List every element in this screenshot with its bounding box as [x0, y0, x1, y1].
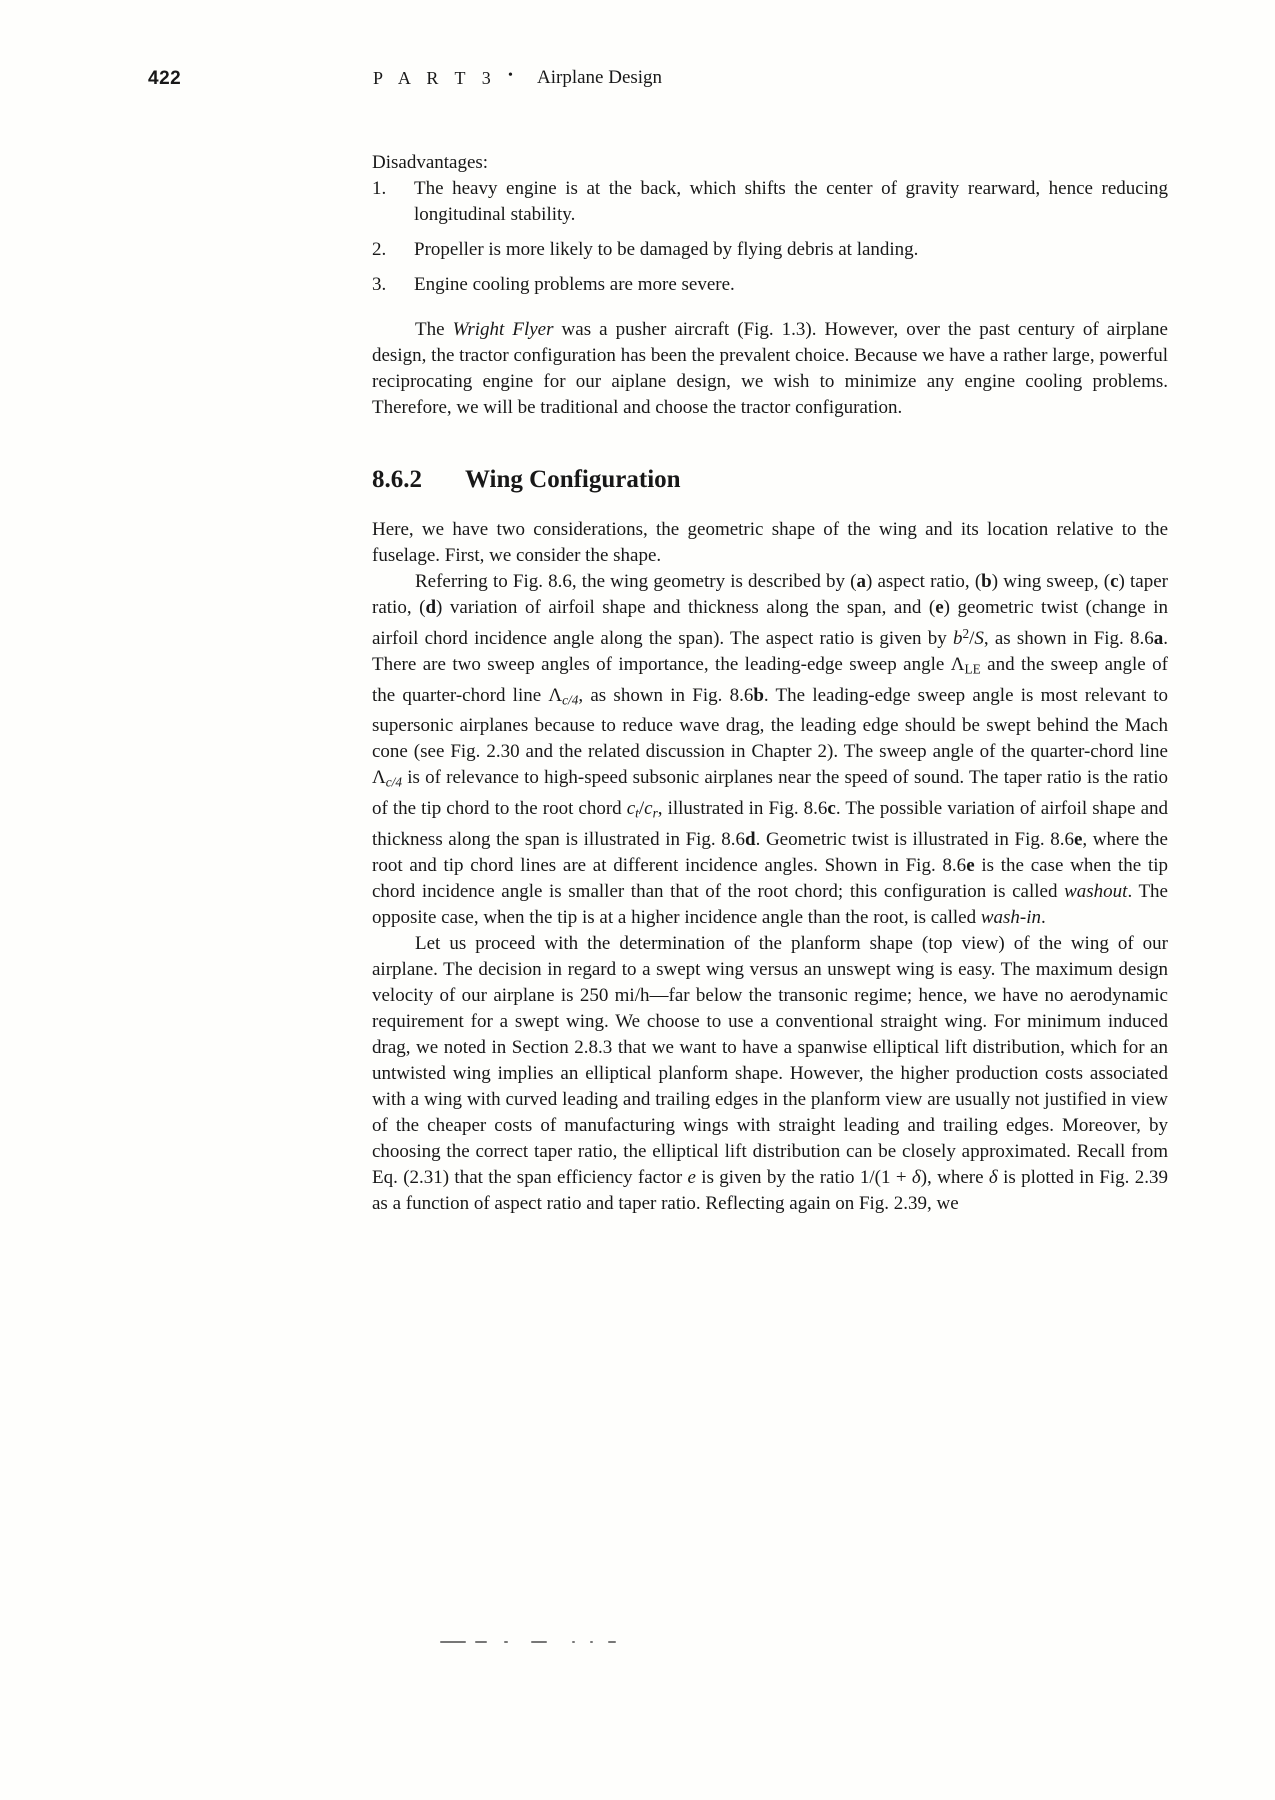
list-item-number: 1.: [372, 178, 387, 199]
list-item-text: Engine cooling problems are more severe.: [414, 274, 735, 295]
main-text-column: [372, 150, 1168, 1217]
section-heading: [372, 465, 1168, 495]
paragraph-considerations: Here, we have two considerations, the geometric shape of the wing and its location relative to the fuselage. First, we consider the shape.: [372, 519, 1168, 566]
header-part-label: P A R T 3: [373, 68, 497, 88]
pencil-mark-artifact: [440, 1640, 616, 1643]
list-item-text: The heavy engine is at the back, which shifts the center of gravity rearward, hence reducing longitudinal stability.: [414, 178, 1168, 225]
header-chapter-title: Airplane Design: [537, 67, 663, 88]
list-item: [372, 237, 1168, 263]
list-item: [372, 176, 1168, 228]
list-item-text: Propeller is more likely to be damaged by flying debris at landing.: [414, 239, 919, 260]
paragraph-wing-geometry: Referring to Fig. 8.6, the wing geometry is described by (a) aspect ratio, (b) wing sweep, (c) taper ratio, (d) variation of airfoil shape and thickness along the span, and (e) geometric twist (change in airfoil chord incidence angle along the span). The aspect ratio is given by $b^2/S$, as shown in Fig. 8.6a. There are two sweep angles of importance, the leading-edge sweep angle ΛLE and the sweep angle of the quarter-chord line Λc/4, as shown in Fig. 8.6b. The leading-edge sweep angle is most relevant to supersonic airplanes because to reduce wave drag, the leading edge should be swept behind the Mach cone (see Fig. 2.30 and the related discussion in Chapter 2). The sweep angle of the quarter-chord line Λc/4 is of relevance to high-speed subsonic airplanes near the speed of sound. The taper ratio is the ratio of the tip chord to the root chord ct/cr, illustrated in Fig. 8.6c. The possible variation of airfoil shape and thickness along the span is illustrated in Fig. 8.6d. Geometric twist is illustrated in Fig. 8.6e, where the root and tip chord lines are at different incidence angles. Shown in Fig. 8.6e is the case when the tip chord incidence angle is smaller than that of the root chord; this configuration is called washout. The opposite case, when the tip is at a higher incidence angle than the root, is called wash-in.: [372, 571, 1169, 928]
disadvantages-list: [372, 176, 1168, 298]
section-number: 8.6.2: [372, 466, 422, 493]
list-item-number: 3.: [372, 274, 387, 295]
paragraph-planform-shape: Let us proceed with the determination of the planform shape (top view) of the wing of our airplane. The decision in regard to a swept wing versus an unswept wing is easy. The maximum design velocity of our airplane is 250 mi/h—far below the transonic regime; hence, we have no aerodynamic requirement for a swept wing. We choose to use a conventional straight wing. For minimum induced drag, we noted in Section 2.8.3 that we want to have a spanwise elliptical lift distribution, which for an untwisted wing implies an elliptical planform shape. However, the higher production costs associated with a wing with curved leading and trailing edges in the planform view are usually not justified in view of the cheaper costs of manufacturing wings with straight leading and trailing edges. Moreover, by choosing the correct taper ratio, the elliptical lift distribution can be closely approximated. Recall from Eq. (2.31) that the span efficiency factor e is given by the ratio 1/(1 + δ), where δ is plotted in Fig. 2.39 as a function of aspect ratio and taper ratio. Reflecting again on Fig. 2.39, we: [372, 932, 1168, 1214]
paragraph-tractor-configuration: The Wright Flyer was a pusher aircraft (Fig. 1.3). However, over the past century of airplane design, the tractor configuration has been the prevalent choice. Because we have a rather large, powerful reciprocating engine for our aiplane design, we wish to minimize any engine cooling problems. Therefore, we will be traditional and choose the tractor configuration.: [372, 319, 1168, 418]
disadvantages-label: Disadvantages:: [372, 152, 489, 173]
page-number: 422: [148, 68, 182, 89]
header-bullet-icon: •: [508, 68, 513, 83]
section-title: Wing Configuration: [465, 466, 681, 493]
list-item: [372, 272, 1168, 298]
list-item-number: 2.: [372, 239, 387, 260]
running-header: [0, 66, 1275, 96]
